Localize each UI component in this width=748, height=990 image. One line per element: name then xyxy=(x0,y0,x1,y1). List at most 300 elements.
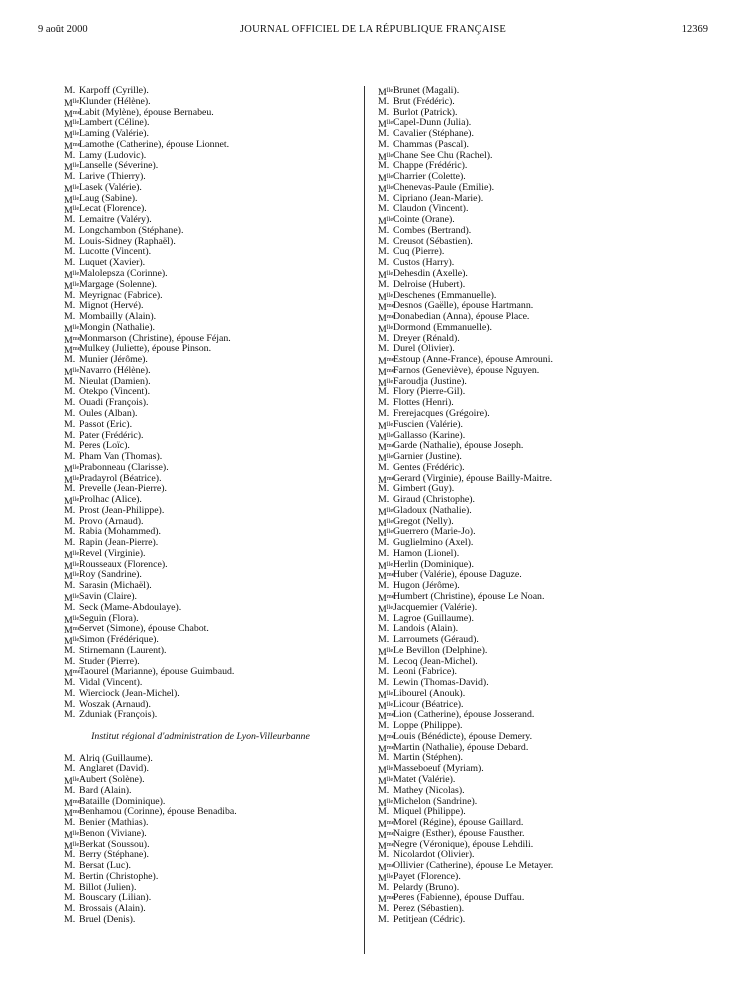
person-name: Gladoux (Nathalie). xyxy=(393,504,472,516)
person-name: Humbert (Christine), épouse Le Noan. xyxy=(393,590,545,602)
civility-title: $M^{me}$ xyxy=(64,334,81,346)
person-name: Donabedian (Anna), épouse Place. xyxy=(393,311,530,323)
civility-title: $M^{lle}$ xyxy=(378,119,394,131)
civility-title: M. xyxy=(64,246,76,258)
person-name: Payet (Florence). xyxy=(393,870,461,882)
civility-title: M. xyxy=(378,806,390,818)
person-name: Brunet (Magali). xyxy=(393,85,460,96)
person-name: Berry (Stéphane). xyxy=(79,849,149,861)
list-item xyxy=(64,915,354,926)
civility-title: $M^{me}$ xyxy=(64,108,81,120)
civility-title: $M^{lle}$ xyxy=(378,291,394,303)
person-name: Cointe (Orane). xyxy=(393,214,455,226)
civility-title: $M^{me}$ xyxy=(378,840,395,852)
person-name: Faroudja (Justine). xyxy=(393,375,467,387)
civility-title: M. xyxy=(378,784,390,796)
list-item xyxy=(378,97,708,108)
left-column xyxy=(64,86,354,926)
civility-title: $M^{lle}$ xyxy=(378,87,394,98)
civility-title: $M^{lle}$ xyxy=(64,496,80,508)
civility-title: M. xyxy=(64,214,76,226)
list-item xyxy=(378,786,708,797)
person-name: Louis (Bénédicte), épouse Demery. xyxy=(393,730,533,742)
person-name: Bataille (Dominique). xyxy=(79,795,166,807)
person-name: Wierciock (Jean-Michel). xyxy=(79,687,180,699)
civility-title: M. xyxy=(378,386,390,398)
person-name: Hamon (Lionel). xyxy=(393,547,460,559)
list-item xyxy=(64,97,354,108)
civility-title: $M^{lle}$ xyxy=(378,216,394,228)
civility-title: $M^{lle}$ xyxy=(378,323,394,335)
person-name: Margage (Solenne). xyxy=(79,278,157,290)
civility-title: M. xyxy=(64,354,76,366)
civility-title: $M^{lle}$ xyxy=(378,270,394,282)
person-name: Flory (Pierre-Gil). xyxy=(393,386,466,398)
civility-title: $M^{me}$ xyxy=(378,711,395,723)
journal-title: JOURNAL OFFICIEL DE LA RÉPUBLIQUE FRANÇAISE xyxy=(240,24,506,35)
civility-title: $M^{lle}$ xyxy=(378,420,394,432)
person-name: Combes (Bertrand). xyxy=(393,224,472,236)
person-name: Mathey (Nicolas). xyxy=(393,784,465,796)
civility-title: M. xyxy=(378,95,390,107)
person-name: Taourel (Marianne), épouse Guimbaud. xyxy=(79,666,235,678)
civility-title: M. xyxy=(378,494,390,506)
civility-title: $M^{lle}$ xyxy=(378,765,394,777)
civility-title: $M^{lle}$ xyxy=(378,872,394,884)
civility-title: $M^{lle}$ xyxy=(378,453,394,465)
civility-title: $M^{lle}$ xyxy=(64,119,80,131)
person-name: Lemaitre (Valéry). xyxy=(79,214,152,226)
civility-title: M. xyxy=(378,634,390,646)
person-name: Benon (Viviane). xyxy=(79,827,147,839)
civility-title: M. xyxy=(378,106,390,118)
person-name: Navarro (Hélène). xyxy=(79,364,151,376)
person-name: Loppe (Philippe). xyxy=(393,720,463,732)
list-item xyxy=(64,603,354,614)
civility-title: $M^{lle}$ xyxy=(378,517,394,529)
person-name: Bard (Alain). xyxy=(79,784,132,796)
civility-title: M. xyxy=(378,332,390,344)
person-name: Cavalier (Stéphane). xyxy=(393,128,474,140)
person-name: Bruel (Denis). xyxy=(79,914,136,926)
person-name: Nieulat (Damien). xyxy=(79,375,151,387)
civility-title: $M^{lle}$ xyxy=(64,205,80,217)
person-name: Capel-Dunn (Julia). xyxy=(393,117,472,129)
person-name: Frerejacques (Grégoire). xyxy=(393,407,490,419)
civility-title: M. xyxy=(64,515,76,527)
civility-title: M. xyxy=(64,655,76,667)
person-name: Chappe (Frédéric). xyxy=(393,160,468,172)
person-name: Lanselle (Séverine). xyxy=(79,160,159,172)
person-name: Gentes (Frédéric). xyxy=(393,461,465,473)
civility-title: $M^{me}$ xyxy=(378,862,395,874)
person-name: Ouadi (François). xyxy=(79,397,149,409)
civility-title: M. xyxy=(64,580,76,592)
civility-title: $M^{me}$ xyxy=(378,302,395,314)
civility-title: M. xyxy=(64,451,76,463)
person-name: Chammas (Pascal). xyxy=(393,138,469,150)
civility-title: M. xyxy=(64,903,76,915)
person-name: Labit (Mylène), épouse Bernabeu. xyxy=(79,106,214,118)
civility-title: M. xyxy=(64,375,76,387)
civility-title: M. xyxy=(64,407,76,419)
civility-title: M. xyxy=(64,677,76,689)
person-name: Pradayrol (Béatrice). xyxy=(79,472,162,484)
civility-title: M. xyxy=(64,386,76,398)
person-name: Libourel (Anouk). xyxy=(393,687,466,699)
person-name: Guerrero (Marie-Jo). xyxy=(393,526,476,538)
person-name: Rousseaux (Florence). xyxy=(79,558,168,570)
person-name: Durel (Olivier). xyxy=(393,343,455,355)
civility-title: M. xyxy=(378,257,390,269)
person-name: Giraud (Christophe). xyxy=(393,494,476,506)
civility-title: $M^{lle}$ xyxy=(64,829,80,841)
list-item xyxy=(64,280,354,291)
person-name: Chenevas-Paule (Emilie). xyxy=(393,181,495,193)
civility-title: $M^{me}$ xyxy=(64,625,81,637)
civility-title: $M^{lle}$ xyxy=(64,571,80,583)
person-name: Le Bevillon (Delphine). xyxy=(393,644,488,656)
civility-title: M. xyxy=(378,547,390,559)
list-item xyxy=(378,140,708,151)
civility-title: M. xyxy=(64,526,76,538)
person-name: Brossais (Alain). xyxy=(79,903,146,915)
civility-title: M. xyxy=(378,881,390,893)
civility-title: M. xyxy=(378,224,390,236)
civility-title: M. xyxy=(64,849,76,861)
person-name: Aubert (Solène). xyxy=(79,774,145,786)
person-name: Guglielmino (Axel). xyxy=(393,537,474,549)
civility-title: M. xyxy=(64,224,76,236)
civility-title: M. xyxy=(378,397,390,409)
civility-title: M. xyxy=(64,881,76,893)
civility-title: M. xyxy=(64,601,76,613)
civility-title: M. xyxy=(378,343,390,355)
civility-title: M. xyxy=(64,752,76,764)
person-name: Perez (Sébastien). xyxy=(393,903,465,915)
civility-title: M. xyxy=(64,257,76,269)
list-item xyxy=(64,420,354,431)
civility-title: $M^{lle}$ xyxy=(64,323,80,335)
person-name: Nicolardot (Olivier). xyxy=(393,849,475,861)
person-name: Prolhac (Alice). xyxy=(79,494,142,506)
person-name: Martin (Nathalie), épouse Debard. xyxy=(393,741,529,753)
civility-title: M. xyxy=(378,612,390,624)
person-name: Benier (Mathias). xyxy=(79,817,149,829)
person-name: Burlot (Patrick). xyxy=(393,106,458,118)
person-name: Landois (Alain). xyxy=(393,623,459,635)
person-name: Munier (Jérôme). xyxy=(79,354,148,366)
person-name: Lagroe (Guillaume). xyxy=(393,612,474,624)
civility-title: M. xyxy=(378,537,390,549)
list-item xyxy=(378,603,708,614)
person-name: Lewin (Thomas-David). xyxy=(393,677,489,689)
person-name: Petitjean (Cédric). xyxy=(393,913,466,925)
list-item xyxy=(378,280,708,291)
civility-title: M. xyxy=(378,128,390,140)
civility-title: M. xyxy=(378,483,390,495)
person-name: Farnos (Geneviève), épouse Nguyen. xyxy=(393,364,540,376)
person-name: Provo (Arnaud). xyxy=(79,515,144,527)
person-name: Leoni (Fabrice). xyxy=(393,666,457,678)
civility-title: $M^{lle}$ xyxy=(64,776,80,788)
person-name: Masseboeuf (Myriam). xyxy=(393,763,484,775)
civility-title: M. xyxy=(64,397,76,409)
civility-title: $M^{lle}$ xyxy=(64,474,80,486)
civility-title: $M^{me}$ xyxy=(378,474,395,486)
civility-title: M. xyxy=(378,677,390,689)
civility-title: M. xyxy=(64,870,76,882)
civility-title: M. xyxy=(378,903,390,915)
civility-title: $M^{lle}$ xyxy=(64,592,80,604)
person-name: Roy (Sandrine). xyxy=(79,569,142,581)
person-name: Prabonneau (Clarisse). xyxy=(79,461,169,473)
civility-title: M. xyxy=(64,784,76,796)
person-name: Luquet (Xavier). xyxy=(79,257,146,269)
civility-title: $M^{lle}$ xyxy=(378,646,394,658)
civility-title: $M^{me}$ xyxy=(378,732,395,744)
person-name: Prevelle (Jean-Pierre). xyxy=(79,483,168,495)
person-name: Peres (Fabienne), épouse Duffau. xyxy=(393,892,525,904)
person-name: Cuq (Pierre). xyxy=(393,246,445,258)
list-item xyxy=(378,506,708,517)
person-name: Lasek (Valérie). xyxy=(79,181,142,193)
person-name: Bouscary (Lilian). xyxy=(79,892,152,904)
person-name: Deschenes (Emmanuelle). xyxy=(393,289,497,301)
civility-title: $M^{me}$ xyxy=(64,345,81,357)
civility-title: $M^{me}$ xyxy=(64,140,81,152)
list-item xyxy=(64,140,354,151)
person-name: Peres (Loïc). xyxy=(79,440,130,452)
person-name: Lucotte (Vincent). xyxy=(79,246,152,258)
civility-title: M. xyxy=(378,623,390,635)
civility-title: $M^{me}$ xyxy=(378,366,395,378)
civility-title: M. xyxy=(378,192,390,204)
person-name: Herlin (Dominique). xyxy=(393,558,474,570)
person-name: Mulkey (Juliette), épouse Pinson. xyxy=(79,343,212,355)
person-name: Estoup (Anne-France), épouse Amrouni. xyxy=(393,354,553,366)
person-name: Monmarson (Christine), épouse Féjan. xyxy=(79,332,231,344)
civility-title: $M^{lle}$ xyxy=(64,840,80,852)
civility-title: M. xyxy=(378,235,390,247)
civility-title: M. xyxy=(378,752,390,764)
person-name: Ollivier (Catherine), épouse Le Metayer. xyxy=(393,860,554,872)
civility-title: M. xyxy=(64,644,76,656)
civility-title: M. xyxy=(378,580,390,592)
person-name: Benhamou (Corinne), épouse Benadiba. xyxy=(79,806,237,818)
person-name: Laming (Valérie). xyxy=(79,128,149,140)
person-name: Brut (Frédéric). xyxy=(393,95,455,107)
civility-title: $M^{lle}$ xyxy=(64,463,80,475)
civility-title: $M^{lle}$ xyxy=(64,549,80,561)
civility-title: $M^{lle}$ xyxy=(378,528,394,540)
person-name: Mongin (Nathalie). xyxy=(79,321,155,333)
civility-title: M. xyxy=(64,914,76,926)
list-item xyxy=(64,786,354,797)
person-name: Dormond (Emmanuelle). xyxy=(393,321,492,333)
civility-title: $M^{lle}$ xyxy=(378,689,394,701)
civility-title: M. xyxy=(64,311,76,323)
civility-title: $M^{me}$ xyxy=(378,313,395,325)
person-name: Woszak (Arnaud). xyxy=(79,698,151,710)
civility-title: $M^{lle}$ xyxy=(64,614,80,626)
person-name: Revel (Virginie). xyxy=(79,547,146,559)
civility-title: M. xyxy=(64,289,76,301)
person-name: Huber (Valérie), épouse Daguze. xyxy=(393,569,522,581)
person-name: Longchambon (Stéphane). xyxy=(79,224,184,236)
person-name: Anglaret (David). xyxy=(79,763,149,775)
person-name: Larive (Thierry). xyxy=(79,171,146,183)
person-name: Otekpo (Vincent). xyxy=(79,386,151,398)
civility-title: M. xyxy=(64,235,76,247)
list-item xyxy=(378,829,708,840)
civility-title: $M^{me}$ xyxy=(378,743,395,755)
person-name: Pelardy (Bruno). xyxy=(393,881,460,893)
civility-title: M. xyxy=(64,504,76,516)
civility-title: $M^{lle}$ xyxy=(64,280,80,292)
civility-title: $M^{me}$ xyxy=(378,356,395,368)
civility-title: $M^{lle}$ xyxy=(378,560,394,572)
person-name: Alriq (Guillaume). xyxy=(79,752,153,764)
civility-title: $M^{me}$ xyxy=(378,829,395,841)
person-name: Karpoff (Cyrille). xyxy=(79,85,149,96)
person-name: Gerard (Virginie), épouse Bailly-Maitre. xyxy=(393,472,553,484)
person-name: Lamy (Ludovic). xyxy=(79,149,147,161)
civility-title: $M^{me}$ xyxy=(378,592,395,604)
person-name: Pham Van (Thomas). xyxy=(79,451,163,463)
person-name: Vidal (Vincent). xyxy=(79,677,143,689)
person-name: Hugon (Jérôme). xyxy=(393,580,460,592)
civility-title: $M^{lle}$ xyxy=(64,560,80,572)
person-name: Lecat (Florence). xyxy=(79,203,147,215)
civility-title: M. xyxy=(64,698,76,710)
person-name: Rabia (Mohammed). xyxy=(79,526,162,538)
civility-title: $M^{lle}$ xyxy=(64,130,80,142)
list-item xyxy=(64,710,354,721)
civility-title: $M^{lle}$ xyxy=(378,431,394,443)
civility-title: M. xyxy=(378,849,390,861)
person-name: Mombailly (Alain). xyxy=(79,311,157,323)
person-name: Bertin (Christophe). xyxy=(79,870,159,882)
person-name: Seck (Mame-Abdoulaye). xyxy=(79,601,182,613)
list-item xyxy=(378,915,708,926)
civility-title: M. xyxy=(378,407,390,419)
civility-title: M. xyxy=(64,709,76,721)
civility-title: M. xyxy=(378,461,390,473)
civility-title: $M^{me}$ xyxy=(64,668,81,680)
person-name: Klunder (Hélène). xyxy=(79,95,151,107)
person-name: Michelon (Sandrine). xyxy=(393,795,478,807)
civility-title: M. xyxy=(64,892,76,904)
person-name: Pater (Frédéric). xyxy=(79,429,144,441)
person-name: Laug (Sabine). xyxy=(79,192,138,204)
publication-date: 9 août 2000 xyxy=(38,24,88,35)
civility-title: M. xyxy=(64,687,76,699)
person-name: Prost (Jean-Philippe). xyxy=(79,504,165,516)
civility-title: $M^{lle}$ xyxy=(64,194,80,206)
person-name: Larroumets (Géraud). xyxy=(393,634,479,646)
list-item xyxy=(64,646,354,657)
person-name: Matet (Valérie). xyxy=(393,774,456,785)
list-item xyxy=(64,323,354,334)
person-name: Miquel (Philippe). xyxy=(393,806,466,818)
person-name: Garnier (Justine). xyxy=(393,451,462,463)
civility-title: $M^{me}$ xyxy=(64,808,81,820)
civility-title: M. xyxy=(64,817,76,829)
person-name: Jacquemier (Valérie). xyxy=(393,601,478,613)
person-name: Fuscien (Valérie). xyxy=(393,418,463,430)
civility-title: M. xyxy=(378,203,390,215)
page-number: 12369 xyxy=(681,24,708,35)
civility-title: $M^{lle}$ xyxy=(64,162,80,174)
civility-title: M. xyxy=(64,149,76,161)
civility-title: $M^{lle}$ xyxy=(64,183,80,195)
right-column xyxy=(378,86,708,926)
civility-title: $M^{lle}$ xyxy=(378,183,394,195)
person-name: Desnos (Gaëlle), épouse Hartmann. xyxy=(393,300,534,312)
person-name: Charrier (Colette). xyxy=(393,171,466,183)
person-name: Lamothe (Catherine), épouse Lionnet. xyxy=(79,138,230,150)
civility-title: $M^{me}$ xyxy=(378,894,395,906)
civility-title: M. xyxy=(64,483,76,495)
person-name: Morel (Régine), épouse Gaillard. xyxy=(393,817,524,829)
civility-title: M. xyxy=(64,171,76,183)
civility-title: M. xyxy=(378,138,390,150)
person-name: Studer (Pierre). xyxy=(79,655,140,667)
person-name: Bersat (Luc). xyxy=(79,860,131,872)
person-name: Sarasin (Michaël). xyxy=(79,580,152,592)
civility-title: M. xyxy=(378,160,390,172)
list-item xyxy=(64,463,354,474)
civility-title: $M^{lle}$ xyxy=(378,377,394,389)
column-divider xyxy=(364,86,365,954)
civility-title: $M^{lle}$ xyxy=(378,173,394,185)
civility-title: M. xyxy=(378,666,390,678)
list-item xyxy=(378,323,708,334)
person-name: Gregot (Nelly). xyxy=(393,515,454,527)
person-name: Garde (Nathalie), épouse Joseph. xyxy=(393,440,524,452)
person-name: Dreyer (Rénald). xyxy=(393,332,460,344)
civility-title: $M^{lle}$ xyxy=(378,700,394,712)
civility-title: $M^{me}$ xyxy=(378,442,395,454)
civility-title: $M^{lle}$ xyxy=(64,270,80,282)
civility-title: $M^{lle}$ xyxy=(378,151,394,163)
list-item xyxy=(378,420,708,431)
person-name: Simon (Frédérique). xyxy=(79,634,159,646)
person-name: Gallasso (Karine). xyxy=(393,429,466,441)
civility-title: M. xyxy=(64,860,76,872)
civility-title: $M^{lle}$ xyxy=(378,506,394,518)
person-name: Chane See Chu (Rachel). xyxy=(393,149,493,161)
civility-title: $M^{me}$ xyxy=(64,797,81,809)
person-name: Louis-Sidney (Raphaël). xyxy=(79,235,176,247)
person-name: Berkat (Soussou). xyxy=(79,838,150,850)
civility-title: M. xyxy=(64,440,76,452)
civility-title: M. xyxy=(64,300,76,312)
list-item xyxy=(378,646,708,657)
person-name: Creusot (Sébastien). xyxy=(393,235,473,247)
person-name: Seguin (Flora). xyxy=(79,612,139,624)
page-header xyxy=(38,22,708,38)
person-name: Stirnemann (Laurent). xyxy=(79,644,167,656)
person-name: Dehesdin (Axelle). xyxy=(393,268,468,280)
person-name: Lecoq (Jean-Michel). xyxy=(393,655,478,667)
person-name: Negre (Véronique), épouse Lehdili. xyxy=(393,838,534,850)
civility-title: $M^{lle}$ xyxy=(378,797,394,809)
person-name: Rapin (Jean-Pierre). xyxy=(79,537,159,549)
list-item xyxy=(378,463,708,474)
person-name: Custos (Harry). xyxy=(393,257,455,269)
